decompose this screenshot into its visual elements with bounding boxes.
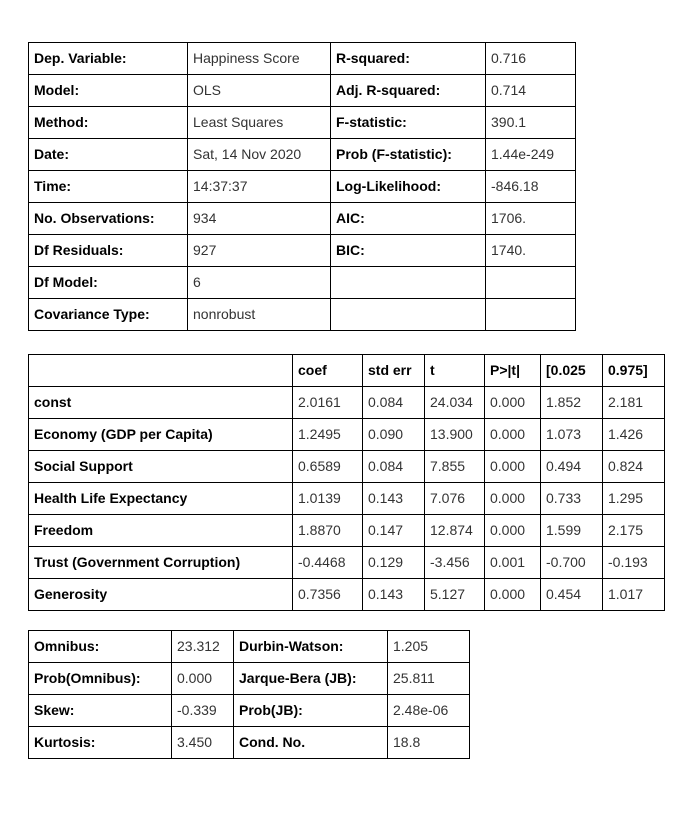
diagnostic-label: Skew: bbox=[29, 695, 172, 727]
ci-low-value: 1.852 bbox=[541, 387, 603, 419]
summary-label: Model: bbox=[29, 75, 188, 107]
summary-value: 6 bbox=[188, 267, 331, 299]
summary-value: 1706. bbox=[486, 203, 576, 235]
diagnostic-value: 18.8 bbox=[388, 727, 470, 759]
coef-value: 1.0139 bbox=[293, 483, 363, 515]
diagnostic-value: 1.205 bbox=[388, 631, 470, 663]
std-err-value: 0.143 bbox=[363, 483, 425, 515]
summary-label: AIC: bbox=[331, 203, 486, 235]
table-row bbox=[29, 107, 576, 139]
summary-label: R-squared: bbox=[331, 43, 486, 75]
std-err-value: 0.147 bbox=[363, 515, 425, 547]
p-value: 0.001 bbox=[485, 547, 541, 579]
ci-high-value: 1.426 bbox=[603, 419, 665, 451]
diagnostic-label: Prob(Omnibus): bbox=[29, 663, 172, 695]
column-header-t: t bbox=[425, 355, 485, 387]
coef-value: 1.2495 bbox=[293, 419, 363, 451]
table-row bbox=[29, 171, 576, 203]
summary-label: Log-Likelihood: bbox=[331, 171, 486, 203]
summary-value: 1.44e-249 bbox=[486, 139, 576, 171]
t-value: 7.855 bbox=[425, 451, 485, 483]
summary-value bbox=[486, 267, 576, 299]
summary-label: Dep. Variable: bbox=[29, 43, 188, 75]
p-value: 0.000 bbox=[485, 451, 541, 483]
summary-value: nonrobust bbox=[188, 299, 331, 331]
diagnostic-value: 0.000 bbox=[172, 663, 234, 695]
ci-low-value: 0.454 bbox=[541, 579, 603, 611]
summary-label: Covariance Type: bbox=[29, 299, 188, 331]
ci-high-value: 2.175 bbox=[603, 515, 665, 547]
ci-high-value: 2.181 bbox=[603, 387, 665, 419]
table-header-row bbox=[29, 355, 665, 387]
summary-value: 934 bbox=[188, 203, 331, 235]
diagnostic-value: 25.811 bbox=[388, 663, 470, 695]
ci-high-value: 1.017 bbox=[603, 579, 665, 611]
summary-label: Df Residuals: bbox=[29, 235, 188, 267]
column-header bbox=[29, 355, 293, 387]
diagnostic-label: Kurtosis: bbox=[29, 727, 172, 759]
std-err-value: 0.084 bbox=[363, 451, 425, 483]
summary-label: Time: bbox=[29, 171, 188, 203]
ci-high-value: -0.193 bbox=[603, 547, 665, 579]
table-row bbox=[29, 663, 470, 695]
std-err-value: 0.129 bbox=[363, 547, 425, 579]
column-header-ci-low: [0.025 bbox=[541, 355, 603, 387]
t-value: 13.900 bbox=[425, 419, 485, 451]
diagnostic-value: 2.48e-06 bbox=[388, 695, 470, 727]
diagnostic-value: 23.312 bbox=[172, 631, 234, 663]
summary-value: Happiness Score bbox=[188, 43, 331, 75]
table-row bbox=[29, 515, 665, 547]
ci-low-value: 1.073 bbox=[541, 419, 603, 451]
table-row bbox=[29, 695, 470, 727]
summary-value: 927 bbox=[188, 235, 331, 267]
p-value: 0.000 bbox=[485, 483, 541, 515]
diagnostic-label: Durbin-Watson: bbox=[234, 631, 388, 663]
ci-high-value: 0.824 bbox=[603, 451, 665, 483]
p-value: 0.000 bbox=[485, 387, 541, 419]
variable-name: Social Support bbox=[29, 451, 293, 483]
ci-low-value: 0.733 bbox=[541, 483, 603, 515]
summary-value: OLS bbox=[188, 75, 331, 107]
table-row bbox=[29, 267, 576, 299]
summary-value: 0.714 bbox=[486, 75, 576, 107]
ci-high-value: 1.295 bbox=[603, 483, 665, 515]
summary-value: 14:37:37 bbox=[188, 171, 331, 203]
variable-name: Health Life Expectancy bbox=[29, 483, 293, 515]
variable-name: Freedom bbox=[29, 515, 293, 547]
table-row bbox=[29, 631, 470, 663]
table-row bbox=[29, 547, 665, 579]
diagnostic-label: Omnibus: bbox=[29, 631, 172, 663]
column-header-p: P>|t| bbox=[485, 355, 541, 387]
summary-label bbox=[331, 267, 486, 299]
summary-label: Adj. R-squared: bbox=[331, 75, 486, 107]
coef-value: 0.6589 bbox=[293, 451, 363, 483]
summary-label: Prob (F-statistic): bbox=[331, 139, 486, 171]
diagnostic-label: Jarque-Bera (JB): bbox=[234, 663, 388, 695]
variable-name: Trust (Government Corruption) bbox=[29, 547, 293, 579]
column-header-ci-high: 0.975] bbox=[603, 355, 665, 387]
summary-value: 0.716 bbox=[486, 43, 576, 75]
coef-value: 1.8870 bbox=[293, 515, 363, 547]
summary-label: BIC: bbox=[331, 235, 486, 267]
ci-low-value: 1.599 bbox=[541, 515, 603, 547]
variable-name: Economy (GDP per Capita) bbox=[29, 419, 293, 451]
variable-name: const bbox=[29, 387, 293, 419]
t-value: 7.076 bbox=[425, 483, 485, 515]
summary-value: 1740. bbox=[486, 235, 576, 267]
variable-name: Generosity bbox=[29, 579, 293, 611]
table-row bbox=[29, 483, 665, 515]
summary-label: Df Model: bbox=[29, 267, 188, 299]
diagnostics-table bbox=[28, 630, 470, 759]
table-row bbox=[29, 579, 665, 611]
summary-value: Least Squares bbox=[188, 107, 331, 139]
diagnostic-value: 3.450 bbox=[172, 727, 234, 759]
t-value: -3.456 bbox=[425, 547, 485, 579]
t-value: 12.874 bbox=[425, 515, 485, 547]
std-err-value: 0.084 bbox=[363, 387, 425, 419]
summary-value: Sat, 14 Nov 2020 bbox=[188, 139, 331, 171]
ci-low-value: -0.700 bbox=[541, 547, 603, 579]
table-row bbox=[29, 451, 665, 483]
table-row bbox=[29, 727, 470, 759]
t-value: 5.127 bbox=[425, 579, 485, 611]
p-value: 0.000 bbox=[485, 419, 541, 451]
summary-value: -846.18 bbox=[486, 171, 576, 203]
diagnostic-value: -0.339 bbox=[172, 695, 234, 727]
table-row bbox=[29, 387, 665, 419]
table-row bbox=[29, 299, 576, 331]
summary-label bbox=[331, 299, 486, 331]
table-row bbox=[29, 419, 665, 451]
table-row bbox=[29, 203, 576, 235]
table-row bbox=[29, 43, 576, 75]
coef-value: -0.4468 bbox=[293, 547, 363, 579]
t-value: 24.034 bbox=[425, 387, 485, 419]
table-row bbox=[29, 139, 576, 171]
diagnostic-label: Prob(JB): bbox=[234, 695, 388, 727]
column-header-std-err: std err bbox=[363, 355, 425, 387]
column-header-coef: coef bbox=[293, 355, 363, 387]
table-row bbox=[29, 75, 576, 107]
std-err-value: 0.143 bbox=[363, 579, 425, 611]
model-summary-table bbox=[28, 42, 576, 331]
table-row bbox=[29, 235, 576, 267]
summary-value: 390.1 bbox=[486, 107, 576, 139]
summary-label: Method: bbox=[29, 107, 188, 139]
coef-value: 2.0161 bbox=[293, 387, 363, 419]
coef-value: 0.7356 bbox=[293, 579, 363, 611]
summary-label: Date: bbox=[29, 139, 188, 171]
summary-label: F-statistic: bbox=[331, 107, 486, 139]
summary-label: No. Observations: bbox=[29, 203, 188, 235]
diagnostic-label: Cond. No. bbox=[234, 727, 388, 759]
std-err-value: 0.090 bbox=[363, 419, 425, 451]
p-value: 0.000 bbox=[485, 579, 541, 611]
coefficients-table bbox=[28, 354, 665, 611]
p-value: 0.000 bbox=[485, 515, 541, 547]
ci-low-value: 0.494 bbox=[541, 451, 603, 483]
summary-value bbox=[486, 299, 576, 331]
